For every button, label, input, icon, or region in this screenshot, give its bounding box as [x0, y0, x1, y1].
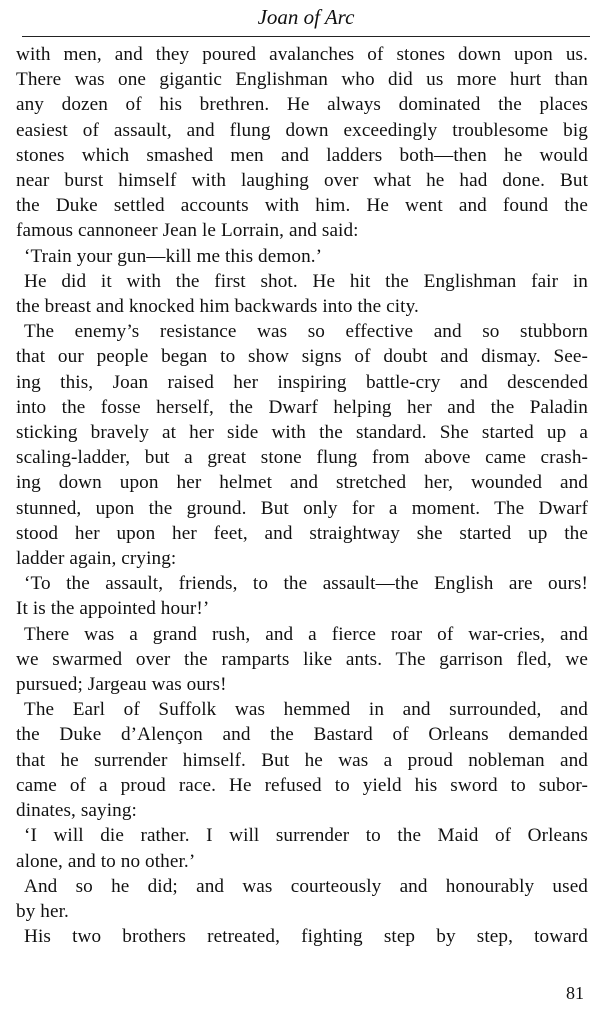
text-line: any dozen of his brethren. He always dominated the places: [16, 94, 588, 116]
text-line: came of a proud race. He refused to yield his sword to subor-: [16, 774, 588, 796]
text-line: sticking bravely at her side with the standard. She started up a: [16, 422, 588, 444]
page-number: 81: [566, 983, 584, 1003]
text-line: the Duke d’Alençon and the Bastard of Orleans demanded: [16, 724, 588, 746]
text-line: It is the appointed hour!’: [16, 598, 210, 620]
text-line: by her.: [16, 900, 69, 922]
text-line: ladder again, crying:: [16, 548, 177, 570]
body-text: [16, 42, 588, 949]
text-line: scaling-ladder, but a great stone flung from above came crash-: [16, 447, 588, 469]
text-line: ing down upon her helmet and stretched her, wounded and: [16, 472, 588, 494]
text-line: alone, and to no other.’: [16, 850, 196, 872]
text-line: The enemy’s resistance was so effective and so stubborn: [24, 321, 588, 343]
text-line: ‘To the assault, friends, to the assault—the English are ours!: [24, 573, 588, 595]
running-title: Joan of Arc: [257, 5, 355, 29]
text-line: the Duke settled accounts with him. He went and found the: [16, 195, 588, 217]
text-line: into the fosse herself, the Dwarf helping her and the Paladin: [16, 396, 588, 418]
text-line: stunned, upon the ground. But only for a moment. The Dwarf: [16, 497, 588, 519]
text-line: His two brothers retreated, fighting step by step, toward: [24, 926, 588, 948]
text-line: the breast and knocked him backwards into the city.: [16, 296, 419, 318]
text-line: There was one gigantic Englishman who did us more hurt than: [16, 69, 588, 91]
text-line: near burst himself with laughing over what he had done. But: [16, 170, 588, 192]
text-line: we swarmed over the ramparts like ants. The garrison fled, we: [16, 648, 588, 670]
text-line: with men, and they poured avalanches of stones down upon us.: [16, 44, 588, 65]
text-line: ing this, Joan raised her inspiring battle-cry and descended: [16, 371, 588, 393]
text-line: famous cannoneer Jean le Lorrain, and said:: [16, 220, 359, 242]
text-line: There was a grand rush, and a fierce roar of war-cries, and: [24, 623, 588, 645]
text-line: The Earl of Suffolk was hemmed in and surrounded, and: [24, 699, 588, 721]
text-line: easiest of assault, and flung down exceedingly troublesome big: [16, 119, 588, 141]
text-line: He did it with the first shot. He hit the Englishman fair in: [24, 270, 588, 292]
text-line: ‘I will die rather. I will surrender to the Maid of Orleans: [24, 825, 588, 847]
text-line: that he surrender himself. But he was a proud nobleman and: [16, 749, 588, 771]
text-line: And so he did; and was courteously and honourably used: [24, 875, 588, 897]
text-line: that our people began to show signs of doubt and dismay. See-: [16, 346, 588, 368]
text-line: stones which smashed men and ladders both—then he would: [16, 144, 588, 166]
text-line: ‘Train your gun—kill me this demon.’: [24, 245, 323, 267]
text-line: stood her upon her feet, and straightway she started up the: [16, 522, 588, 544]
running-header: [22, 0, 590, 37]
text-line: pursued; Jargeau was ours!: [16, 674, 227, 696]
text-line: dinates, saying:: [16, 800, 137, 822]
